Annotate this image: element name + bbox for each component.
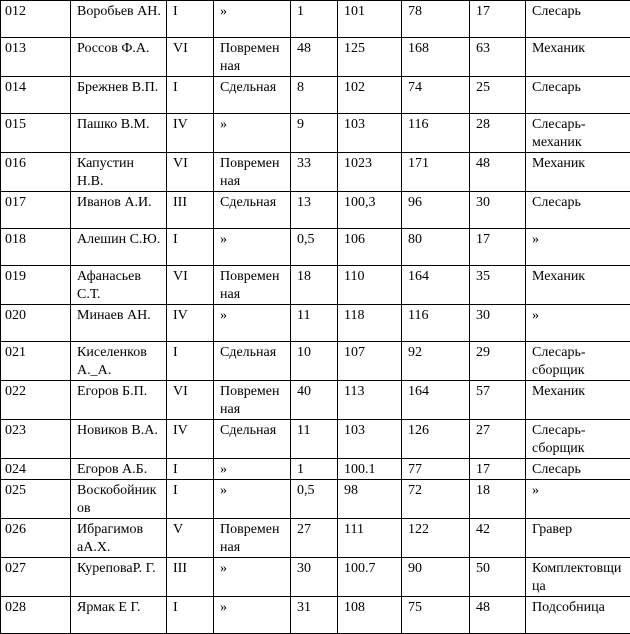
- cell-value-3: 78: [402, 1, 470, 38]
- cell-id: 024: [1, 459, 71, 480]
- table-row: [1, 342, 630, 381]
- cell-grade: V: [167, 519, 214, 558]
- cell-name: Егоров А.Б.: [71, 459, 167, 480]
- cell-id: 018: [1, 229, 71, 266]
- cell-id: 028: [1, 597, 71, 634]
- cell-value-4: 50: [470, 558, 526, 597]
- table-row: [1, 153, 630, 192]
- cell-pay-type: Повременная: [214, 153, 291, 192]
- cell-pay-type: »: [214, 459, 291, 480]
- cell-value-1: 40: [291, 381, 338, 420]
- cell-value-3: 164: [402, 266, 470, 305]
- cell-id: 016: [1, 153, 71, 192]
- table-row: [1, 229, 630, 266]
- table-row: [1, 114, 630, 153]
- cell-profession: Слесарь: [526, 459, 630, 480]
- cell-profession: Механик: [526, 266, 630, 305]
- cell-id: 012: [1, 1, 71, 38]
- cell-value-4: 57: [470, 381, 526, 420]
- cell-name: Егоров Б.П.: [71, 381, 167, 420]
- table-row: [1, 38, 630, 77]
- table-row: [1, 597, 630, 634]
- cell-profession: Слесарь-механик: [526, 114, 630, 153]
- cell-id: 025: [1, 480, 71, 519]
- cell-value-3: 72: [402, 480, 470, 519]
- cell-value-2: 1023: [338, 153, 402, 192]
- cell-value-2: 98: [338, 480, 402, 519]
- table-row: [1, 381, 630, 420]
- cell-pay-type: »: [214, 114, 291, 153]
- cell-value-3: 80: [402, 229, 470, 266]
- cell-value-2: 103: [338, 114, 402, 153]
- cell-value-1: 13: [291, 192, 338, 229]
- cell-value-1: 18: [291, 266, 338, 305]
- cell-pay-type: »: [214, 229, 291, 266]
- cell-value-4: 48: [470, 597, 526, 634]
- cell-value-1: 9: [291, 114, 338, 153]
- table-row: [1, 266, 630, 305]
- cell-value-4: 28: [470, 114, 526, 153]
- cell-name: Россов Ф.А.: [71, 38, 167, 77]
- cell-profession: Подсобница: [526, 597, 630, 634]
- cell-profession: Слесарь-сборщик: [526, 420, 630, 459]
- table-row: [1, 558, 630, 597]
- cell-grade: I: [167, 1, 214, 38]
- cell-name: Алешин С.Ю.: [71, 229, 167, 266]
- cell-pay-type: »: [214, 1, 291, 38]
- cell-value-1: 48: [291, 38, 338, 77]
- cell-value-4: 30: [470, 192, 526, 229]
- cell-value-2: 108: [338, 597, 402, 634]
- cell-value-3: 164: [402, 381, 470, 420]
- cell-value-2: 102: [338, 77, 402, 114]
- table-row: [1, 459, 630, 480]
- cell-name: Брежнев В.П.: [71, 77, 167, 114]
- cell-grade: III: [167, 192, 214, 229]
- cell-profession: Слесарь-сборщик: [526, 342, 630, 381]
- cell-value-2: 125: [338, 38, 402, 77]
- cell-pay-type: »: [214, 305, 291, 342]
- cell-grade: IV: [167, 114, 214, 153]
- cell-value-3: 90: [402, 558, 470, 597]
- cell-value-1: 31: [291, 597, 338, 634]
- table-row: [1, 192, 630, 229]
- cell-grade: I: [167, 459, 214, 480]
- cell-value-4: 25: [470, 77, 526, 114]
- cell-value-3: 168: [402, 38, 470, 77]
- cell-id: 026: [1, 519, 71, 558]
- cell-pay-type: Сдельная: [214, 77, 291, 114]
- cell-grade: VI: [167, 266, 214, 305]
- cell-name: Ярмак Е Г.: [71, 597, 167, 634]
- cell-value-1: 1: [291, 459, 338, 480]
- cell-grade: I: [167, 480, 214, 519]
- cell-pay-type: »: [214, 558, 291, 597]
- cell-value-1: 0,5: [291, 480, 338, 519]
- cell-pay-type: Повременная: [214, 38, 291, 77]
- cell-value-4: 27: [470, 420, 526, 459]
- cell-id: 022: [1, 381, 71, 420]
- cell-id: 013: [1, 38, 71, 77]
- table-row: [1, 480, 630, 519]
- cell-grade: I: [167, 229, 214, 266]
- table-row: [1, 420, 630, 459]
- cell-value-3: 171: [402, 153, 470, 192]
- cell-value-2: 107: [338, 342, 402, 381]
- cell-value-1: 30: [291, 558, 338, 597]
- cell-grade: IV: [167, 420, 214, 459]
- cell-value-4: 17: [470, 229, 526, 266]
- cell-id: 023: [1, 420, 71, 459]
- cell-value-3: 74: [402, 77, 470, 114]
- cell-value-2: 111: [338, 519, 402, 558]
- cell-id: 015: [1, 114, 71, 153]
- cell-value-1: 27: [291, 519, 338, 558]
- cell-value-4: 63: [470, 38, 526, 77]
- cell-value-1: 10: [291, 342, 338, 381]
- cell-value-1: 0,5: [291, 229, 338, 266]
- cell-profession: Слесарь: [526, 1, 630, 38]
- cell-grade: I: [167, 77, 214, 114]
- cell-name: Ибрагимов аА.Х.: [71, 519, 167, 558]
- cell-grade: I: [167, 597, 214, 634]
- cell-pay-type: »: [214, 480, 291, 519]
- cell-id: 019: [1, 266, 71, 305]
- cell-value-4: 48: [470, 153, 526, 192]
- cell-value-3: 116: [402, 305, 470, 342]
- cell-value-2: 101: [338, 1, 402, 38]
- cell-value-2: 100.7: [338, 558, 402, 597]
- cell-value-4: 30: [470, 305, 526, 342]
- cell-profession: Механик: [526, 38, 630, 77]
- cell-name: Воскобойников: [71, 480, 167, 519]
- cell-value-2: 103: [338, 420, 402, 459]
- cell-name: Капустин Н.В.: [71, 153, 167, 192]
- cell-profession: »: [526, 229, 630, 266]
- cell-pay-type: »: [214, 597, 291, 634]
- cell-name: Воробьев АН.: [71, 1, 167, 38]
- cell-name: КуреповаР. Г.: [71, 558, 167, 597]
- cell-profession: Комплектовщица: [526, 558, 630, 597]
- cell-id: 014: [1, 77, 71, 114]
- cell-value-2: 110: [338, 266, 402, 305]
- cell-value-2: 118: [338, 305, 402, 342]
- cell-grade: III: [167, 558, 214, 597]
- cell-pay-type: Сдельная: [214, 420, 291, 459]
- cell-value-3: 126: [402, 420, 470, 459]
- cell-value-3: 122: [402, 519, 470, 558]
- table-row: [1, 1, 630, 38]
- cell-id: 027: [1, 558, 71, 597]
- cell-value-4: 29: [470, 342, 526, 381]
- cell-value-2: 100.1: [338, 459, 402, 480]
- cell-value-4: 42: [470, 519, 526, 558]
- cell-id: 021: [1, 342, 71, 381]
- cell-value-3: 116: [402, 114, 470, 153]
- cell-profession: Механик: [526, 153, 630, 192]
- cell-grade: VI: [167, 38, 214, 77]
- cell-profession: Гравер: [526, 519, 630, 558]
- cell-profession: »: [526, 305, 630, 342]
- cell-pay-type: Повременная: [214, 519, 291, 558]
- cell-value-1: 11: [291, 420, 338, 459]
- cell-id: 017: [1, 192, 71, 229]
- cell-value-4: 17: [470, 1, 526, 38]
- cell-grade: VI: [167, 153, 214, 192]
- cell-grade: IV: [167, 305, 214, 342]
- cell-name: Минаев АН.: [71, 305, 167, 342]
- cell-profession: Слесарь: [526, 192, 630, 229]
- cell-pay-type: Сдельная: [214, 192, 291, 229]
- table-row: [1, 77, 630, 114]
- cell-name: Киселенков А._А.: [71, 342, 167, 381]
- cell-value-1: 8: [291, 77, 338, 114]
- cell-value-2: 106: [338, 229, 402, 266]
- cell-name: Пашко В.М.: [71, 114, 167, 153]
- table-row: [1, 305, 630, 342]
- cell-pay-type: Повременная: [214, 266, 291, 305]
- cell-value-4: 17: [470, 459, 526, 480]
- cell-pay-type: Повременная: [214, 381, 291, 420]
- cell-name: Иванов А.И.: [71, 192, 167, 229]
- cell-name: Новиков В.А.: [71, 420, 167, 459]
- cell-value-1: 11: [291, 305, 338, 342]
- cell-grade: VI: [167, 381, 214, 420]
- cell-value-2: 100,3: [338, 192, 402, 229]
- cell-value-1: 1: [291, 1, 338, 38]
- cell-value-3: 75: [402, 597, 470, 634]
- cell-value-3: 77: [402, 459, 470, 480]
- cell-value-2: 113: [338, 381, 402, 420]
- cell-profession: »: [526, 480, 630, 519]
- cell-grade: I: [167, 342, 214, 381]
- cell-pay-type: Сдельная: [214, 342, 291, 381]
- cell-value-3: 92: [402, 342, 470, 381]
- cell-profession: Механик: [526, 381, 630, 420]
- cell-value-3: 96: [402, 192, 470, 229]
- cell-value-4: 35: [470, 266, 526, 305]
- table-body: [1, 1, 630, 634]
- cell-profession: Слесарь: [526, 77, 630, 114]
- cell-id: 020: [1, 305, 71, 342]
- cell-value-1: 33: [291, 153, 338, 192]
- cell-name: Афанасьев С.Т.: [71, 266, 167, 305]
- table-row: [1, 519, 630, 558]
- cell-value-4: 18: [470, 480, 526, 519]
